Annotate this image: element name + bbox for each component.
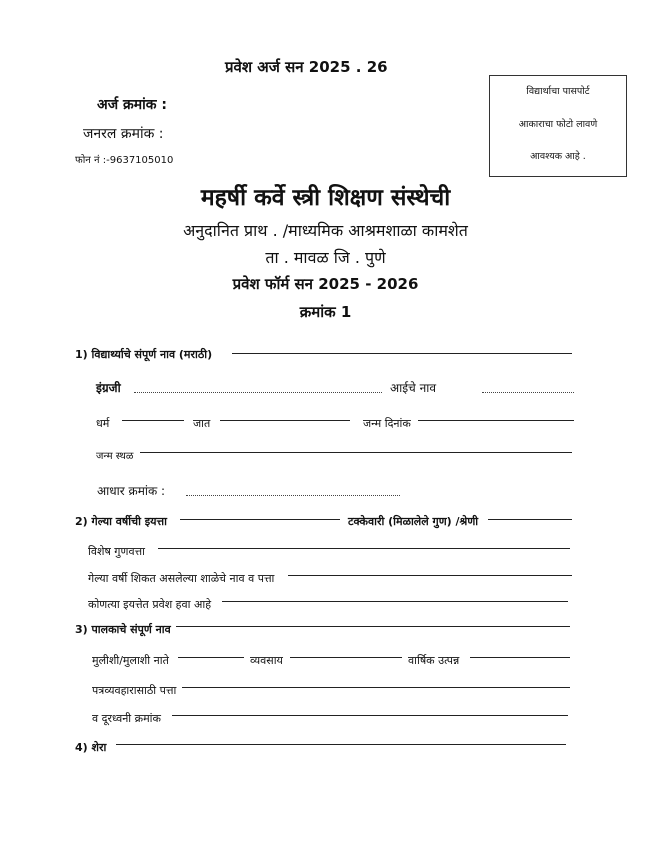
caste-field[interactable] <box>220 420 350 421</box>
application-number-label: अर्ज क्रमांक : <box>97 97 167 113</box>
form-serial: क्रमांक 1 <box>299 303 352 321</box>
birth-date-label: जन्म दिनांक <box>363 417 411 430</box>
occupation-label: व्यवसाय <box>250 654 283 667</box>
general-number-label: जनरल क्रमांक : <box>83 126 164 142</box>
aadhaar-field[interactable] <box>186 495 400 496</box>
school-location: ता . मावळ जि . पुणे <box>265 248 386 267</box>
religion-label: धर्म <box>96 417 110 430</box>
student-name-marathi-field[interactable] <box>232 353 572 354</box>
birth-place-field[interactable] <box>140 452 572 453</box>
address-field[interactable] <box>182 687 570 688</box>
photo-instruction-line2: आकाराचा फोटो लावणे <box>518 119 598 130</box>
admission-year-heading: प्रवेश अर्ज सन 2025 . 26 <box>225 58 388 76</box>
previous-school-label: गेल्या वर्षी शिकत असलेल्या शाळेचे नाव व पत्ता <box>88 572 275 585</box>
institution-name: महर्षी कर्वे स्त्री शिक्षण संस्थेची <box>200 185 451 211</box>
previous-class-field[interactable] <box>180 519 340 520</box>
previous-class-label: 2) गेल्या वर्षीची इयत्ता <box>75 515 168 528</box>
percentage-label: टक्केवारी (मिळालेले गुण) /श्रेणी <box>348 515 479 528</box>
remarks-label: 4) शेरा <box>75 741 107 754</box>
phone-number-field[interactable] <box>172 715 568 716</box>
phone-number-label: व दूरध्वनी क्रमांक <box>92 712 161 725</box>
percentage-field[interactable] <box>488 519 572 520</box>
mother-name-label: आईचे नाव <box>390 381 437 395</box>
photo-instruction-line1: विद्यार्थाचा पासपोर्ट <box>526 86 590 97</box>
special-merit-field[interactable] <box>158 548 570 549</box>
form-year: प्रवेश फॉर्म सन 2025 - 2026 <box>232 275 419 293</box>
student-name-marathi-label: 1) विद्यार्थ्याचे संपूर्ण नाव (मराठी) <box>75 348 213 361</box>
admission-class-field[interactable] <box>222 601 568 602</box>
passport-photo-box <box>489 75 627 177</box>
phone-number: फोन नं :-9637105010 <box>75 155 174 166</box>
annual-income-field[interactable] <box>470 657 570 658</box>
english-name-field[interactable] <box>134 392 382 393</box>
previous-school-field[interactable] <box>288 575 572 576</box>
annual-income-label: वार्षिक उत्पन्न <box>408 654 460 667</box>
remarks-field[interactable] <box>116 744 566 745</box>
birth-date-field[interactable] <box>418 420 574 421</box>
caste-label: जात <box>193 417 211 430</box>
occupation-field[interactable] <box>290 657 402 658</box>
photo-instruction-line3: आवश्यक आहे . <box>530 151 586 162</box>
school-name: अनुदानित प्राथ . /माध्यमिक आश्रमशाळा कामशेत <box>183 221 468 240</box>
aadhaar-label: आधार क्रमांक : <box>97 484 166 498</box>
relation-label: मुलीशी/मुलाशी नाते <box>92 654 169 667</box>
mother-name-field[interactable] <box>482 392 574 393</box>
special-merit-label: विशेष गुणवत्ता <box>88 545 146 558</box>
birth-place-label: जन्म स्थळ <box>96 451 134 462</box>
admission-class-label: कोणत्या इयत्तेत प्रवेश हवा आहे <box>88 598 212 611</box>
address-label: पत्रव्यवहारासाठी पत्ता <box>92 684 177 697</box>
religion-field[interactable] <box>122 420 184 421</box>
relation-field[interactable] <box>178 657 244 658</box>
english-name-label: इंग्रजी <box>96 381 121 395</box>
guardian-name-label: 3) पालकाचे संपूर्ण नाव <box>75 623 171 636</box>
guardian-name-field[interactable] <box>176 626 570 627</box>
